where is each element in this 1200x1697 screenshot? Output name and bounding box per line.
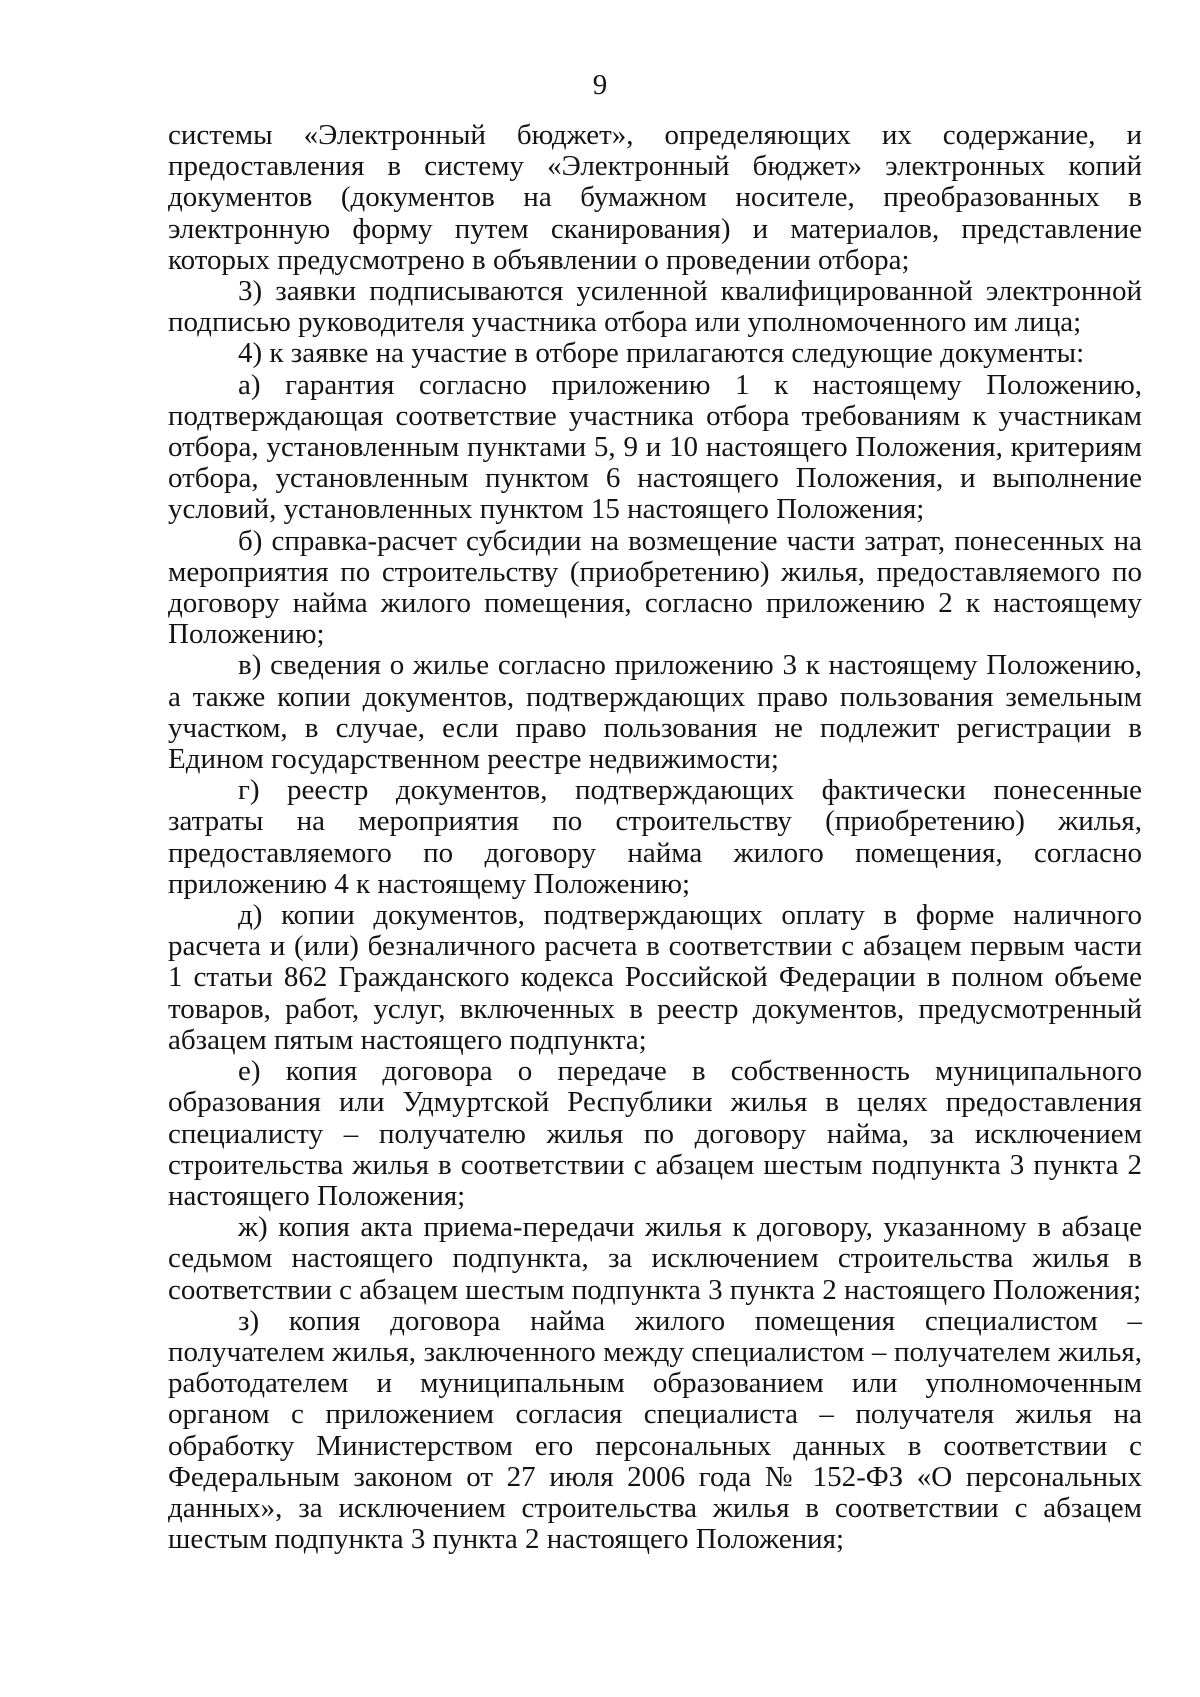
paragraph-subitem-v: в) сведения о жилье согласно приложению 3 к настоящему Положению, а также копии документов, подтверждающих право пользования земельным участком, в случае, если право пользования не подлежит регистрации в Едином государственном реестре недвижимости; <box>168 649 1142 776</box>
page-number: 9 <box>592 69 608 101</box>
paragraph-item-4: 4) к заявке на участие в отборе прилагаются следующие документы: <box>238 337 1085 370</box>
paragraph-continuation: системы «Электронный бюджет», определяющих их содержание, и предоставления в систему «Электронный бюджет» электронных копий документов (документов на бумажном носителе, преобразованных в электронную форму путем сканирования) и материалов, представление которых предусмотрено в объявлении о проведении отбора; <box>168 119 1142 276</box>
paragraph-item-3: 3) заявки подписываются усиленной квалифицированной электронной подписью руководителя участника отбора или уполномоченного им лица; <box>168 275 1142 339</box>
paragraph-subitem-a: а) гарантия согласно приложению 1 к настоящему Положению, подтверждающая соответствие участника отбора требованиям к участникам отбора, установленным пунктами 5, 9 и 10 настоящего Положения, критериям отбора, установленным пунктом 6 настоящего Положения, и выполнение условий, установленных пунктом 15 настоящего Положения; <box>168 368 1142 526</box>
paragraph-subitem-e: е) копия договора о передаче в собственность муниципального образования или Удмуртской Республики жилья в целях предоставления специалисту – получателю жилья по договору найма, за исключением строительства жилья в соответствии с абзацем шестым подпункта 3 пункта 2 настоящего Положения; <box>168 1055 1142 1212</box>
document-body <box>168 120 1142 1555</box>
paragraph-subitem-z: з) копия договора найма жилого помещения специалистом – получателем жилья, заключенного между специалистом – получателем жилья, работодателем и муниципальным образованием или уполномоченным органом с приложением согласия специалиста – получателя жилья на обработку Министерством его персональных данных в соответствии с Федеральным законом от 27 июля 2006 года № 152-ФЗ «О персональных данных», за исключением строительства жилья в соответствии с абзацем шестым подпункта 3 пункта 2 настоящего Положения; <box>168 1304 1142 1556</box>
paragraph-subitem-zh: ж) копия акта приема-передачи жилья к договору, указанному в абзаце седьмом настоящего подпункта, за исключением строительства жилья в соответствии с абзацем шестым подпункта 3 пункта 2 настоящего Положения; <box>168 1211 1142 1306</box>
paragraph-subitem-d: д) копии документов, подтверждающих оплату в форме наличного расчета и (или) безналичного расчета в соответствии с абзацем первым части 1 статьи 862 Гражданского кодекса Российской Федерации в полном объеме товаров, работ, услуг, включенных в реестр документов, предусмотренный абзацем пятым настоящего подпункта; <box>168 899 1142 1056</box>
paragraph-subitem-b: б) справка-расчет субсидии на возмещение части затрат, понесенных на мероприятия по строительству (приобретению) жилья, предоставляемого по договору найма жилого помещения, согласно приложению 2 к настоящему Положению; <box>168 524 1142 651</box>
paragraph-subitem-g: г) реестр документов, подтверждающих фактически понесенные затраты на мероприятия по строительству (приобретению) жилья, предоставляемого по договору найма жилого помещения, согласно приложению 4 к настоящему Положению; <box>168 774 1142 900</box>
